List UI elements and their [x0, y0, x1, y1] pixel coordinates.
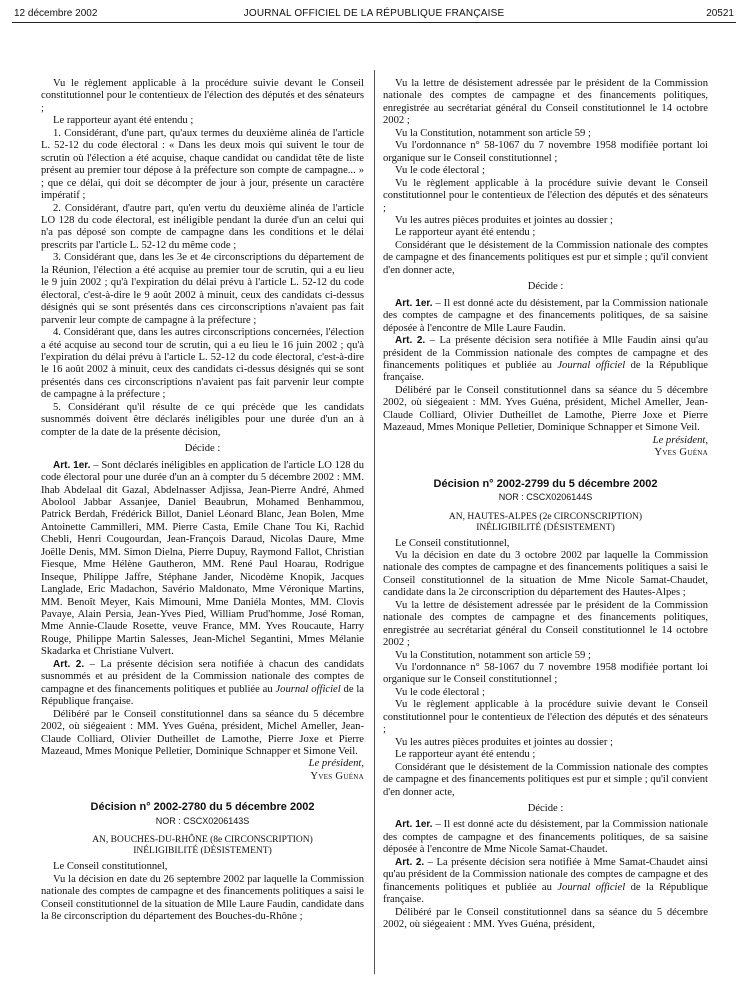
paragraph: Vu le règlement applicable à la procédure suivie devant le Conseil constitutionnel pour le contentieux de l'élection des députés et des sénateurs ; — [383, 699, 708, 736]
article-text: – La présente décision sera notifiée à Mme Samat-Chaudet ainsi qu'au président de la Commission nationale des comptes de campagne et des financements politiques et publiée au — [383, 856, 708, 893]
article-text-tail: de la République française. — [41, 683, 364, 708]
considerant-5: 5. Considérant qu'il résulte de ce qui précède que les candidats susnommés doivent être déclarés inéligibles pour une durée d'un an à compter de la date de la présente décision, — [41, 401, 364, 438]
deliberation: Délibéré par le Conseil constitutionnel dans sa séance du 5 décembre 2002, où siégeaient : MM. Yves Guéna, président, Michel Ameller, Jean-Claude Colliard, Olivier Dutheillet de Lamothe, Pierre Joxe et Pierre Mazeaud, Mmes Monique Pelletier, Dominique Schnapper et Simone Veil. — [41, 708, 364, 758]
article-label: Art. 1er. — [395, 297, 433, 309]
article-1 — [41, 460, 364, 659]
paragraph: Vu l'ordonnance n° 58-1067 du 7 novembre 1958 modifiée portant loi organique sur le Conseil constitutionnel ; — [383, 662, 708, 686]
paragraph: Le Conseil constitutionnel, — [395, 537, 510, 549]
paragraph: Vu l'ordonnance n° 58-1067 du 7 novembre 1958 modifiée portant loi organique sur le Conseil constitutionnel ; — [383, 140, 708, 164]
article-text-tail: de la République française. — [383, 359, 708, 384]
page-header — [14, 6, 734, 22]
article-text: – Il est donné acte du désistement, par la Commission nationale des comptes de campagne et des financements politiques, de sa saisine déposée à l'encontre de Mlle Laure Faudin. — [383, 297, 708, 334]
paragraph: Vu le règlement applicable à la procédure suivie devant le Conseil constitutionnel pour le contentieux de l'élection des députés et des sénateurs ; — [383, 177, 708, 214]
circonscription-heading: AN, HAUTES-ALPES (2e CIRCONSCRIPTION) — [448, 511, 643, 522]
paragraph: Vu les autres pièces produites et jointes au dossier ; — [395, 214, 613, 226]
paragraph: Vu la lettre de désistement adressée par le président de la Commission nationale des comptes de campagne et des financements politiques, enregistrée au secrétariat général du Conseil constitutionnel le 14 octobre 2002 ; — [383, 78, 708, 127]
article-2 — [41, 659, 364, 709]
considerant-4: 4. Considérant que, dans les autres circonscriptions concernées, l'élection a été acquise au second tour de scrutin, qui a eu lieu le 16 juin 2002 ; qu'à l'expiration du délai prévu à l'article L. 52-12 du code électoral, c'est-à-dire le 16 août 2002 à minuit, ceux des candidats ci-dessus désignés qui se sont présentés dans ces circonscriptions n'avaient pas fait parvenir leur compte de campagne à la préfecture ; — [41, 327, 364, 401]
decide-heading: Décide : — [527, 803, 564, 815]
paragraph: Vu le code électoral ; — [395, 165, 485, 177]
column-divider — [374, 70, 375, 974]
journal-officiel-ref: Journal officiel — [557, 881, 626, 893]
deliberation: Délibéré par le Conseil constitutionnel dans sa séance du 5 décembre 2002, où siégeaient : MM. Yves Guéna, président, Michel Ameller, Jean-Claude Colliard, Olivier Dutheillet de Lamothe, Pierre Joxe et Pierre Mazeaud, Mmes Monique Pelletier, Dominique Schnapper et Simone Veil. — [383, 384, 708, 434]
left-column — [41, 78, 364, 924]
article-text: – La présente décision sera notifiée à chacun des candidats susnommés et au président de la Commission nationale des comptes de campagne et des financements politiques et publiée au — [41, 658, 364, 695]
article-label: Art. 1er. — [395, 819, 433, 831]
nor-reference: NOR : CSCX0206144S — [498, 492, 593, 503]
paragraph: Vu la décision en date du 26 septembre 2002 par laquelle la Commission nationale des comptes de campagne et des financements politiques a saisi le Conseil constitutionnel de la situation de Mlle Laure Faudin, candidate dans la 8e circonscription du département des Bouches-du-Rhône ; — [41, 873, 364, 923]
considerant-3: 3. Considérant que, dans les 3e et 4e circonscriptions du département de la Réunion, l'élection a été acquise au premier tour de scrutin, qui a eu lieu le 9 juin 2002 ; qu'à l'expiration du délai prévu à l'article L. 52-12 du code électoral, c'est-à-dire le 9 août 2002 à minuit, ceux des candidats ci-dessus désignés qui se sont présentés dans ces circonscriptions n'avaient pas fait parvenir leur compte de campagne à la préfecture ; — [41, 252, 364, 326]
header-journal-title: JOURNAL OFFICIEL DE LA RÉPUBLIQUE FRANÇAISE — [243, 8, 505, 19]
signature-title: Le président, — [308, 758, 364, 770]
paragraph: Le rapporteur ayant été entendu ; — [395, 227, 536, 239]
paragraph: Considérant que le désistement de la Commission nationale des comptes de campagne et des financements politiques est pur et simple ; qu'il convient d'en donner acte, — [383, 761, 708, 798]
right-column — [383, 78, 708, 932]
article-2 — [383, 335, 708, 385]
paragraph: Vu la Constitution, notamment son article 59 ; — [395, 649, 591, 661]
decision-title: Décision n° 2002-2780 du 5 décembre 2002 — [90, 801, 315, 814]
paragraph: Vu la lettre de désistement adressée par le président de la Commission nationale des comptes de campagne et des financements politiques, enregistrée au secrétariat général du Conseil constitutionnel le 14 octobre 2002 ; — [383, 599, 708, 649]
decide-heading: Décide : — [527, 281, 564, 293]
article-text: – La présente décision sera notifiée à Mlle Faudin ainsi qu'au président de la Commission nationale des comptes de campagne et des financements politiques et publiée au — [383, 335, 709, 371]
considerant-1: 1. Considérant, d'une part, qu'aux termes du deuxième alinéa de l'article L. 52-12 du code électoral : « Dans les deux mois qui suivent le tour de scrutin où l'élection a été acquise, chaque candidat ou candidat tête de liste présent au premier tour dépose à la préfecture son compte de campagne... » ; que ce délai, qui doit se décompter de jour à jour, présente un caractère impératif ; — [41, 127, 364, 202]
article-text: – Il est donné acte du désistement, par la Commission nationale des comptes de campagne et des financements politiques, de sa saisine déposée à l'encontre de Mme Nicole Samat-Chaudet. — [383, 819, 708, 856]
article-text-tail: de la République française. — [383, 881, 708, 906]
paragraph: Le rapporteur ayant été entendu ; — [53, 115, 194, 127]
article-1 — [383, 298, 708, 335]
considerant-2: 2. Considérant, d'autre part, qu'en vertu du deuxième alinéa de l'article LO 128 du code électoral, est inéligible pendant la durée d'un an celui qui n'a pas déposé son compte de campagne dans les conditions et le délai prescrits par l'article L. 52-12 du même code ; — [41, 202, 364, 251]
paragraph: Vu le règlement applicable à la procédure suivie devant le Conseil constitutionnel pour le contentieux de l'élection des députés et des sénateurs ; — [41, 78, 364, 114]
article-text: – Sont déclarés inéligibles en application de l'article LO 128 du code électoral pour une durée d'un an à compter du 5 décembre 2002 : MM. Ihab Abdelaal dit Gazal, Abdelnasser Adjissa, Jean-Pierre André, Ahmed Abolool Jabbar Assanjee, Daniel Beaubrun, Mohamed Benhammou, Patrick Berdah, Frédérick Billot, Daniel Léonard Blanc, Jean Bolen, Mme Antoinette Cammilleri, MM. Pierre Casta, Emile Chane Tou Ki, Rachid Chebli, Henri Cougourdan, Jean-François Daraud, Nicolas Daure, Mme Joëlle Denis, MM. Simon Dielna, Pierre Dupuy, Raymond Fallot, Christian Fiesque, Mme Hélène Gautheron, MM. René Paul Hoarau, Rodrigue Inseque, Philippe Jaffre, Stéphane Jander, Nicodème Knopik, Jacques Langlade, Eric Madachon, Savério Maldonato, Mme Véronique Martins, MM. Benoît Meyer, Kais Mimouni, Mme Daniéla Montes, MM. Clovis Pavaye, Alain Persia, Jean-Yves Pied, William Prud'homme, José Roman, Mme Annie-Claude Rosette, veuve France, MM. Yves Roucaute, Harry Rouge, Philippe Martin Salesses, Jean-Michel Segantini, Mmes Mélanie Skadarka et Christiane Vulvert. — [41, 459, 364, 658]
paragraph: Vu le code électoral ; — [395, 686, 485, 698]
circonscription-heading: AN, BOUCHES-DU-RHÔNE (8e CIRCONSCRIPTION) — [92, 835, 313, 846]
header-page-number: 20521 — [706, 8, 734, 19]
nor-reference: NOR : CSCX0206143S — [155, 815, 250, 826]
article-label: Art. 2. — [53, 658, 85, 670]
paragraph: Vu la Constitution, notamment son article 59 ; — [395, 127, 591, 139]
paragraph: Vu les autres pièces produites et jointes au dossier ; — [395, 736, 613, 748]
header-rule — [12, 22, 736, 23]
signature-title: Le président, — [652, 434, 708, 446]
article-label: Art. 2. — [395, 856, 425, 868]
article-1 — [383, 819, 708, 856]
article-label: Art. 2. — [395, 335, 426, 347]
signature-name: Yves Guéna — [310, 770, 364, 782]
header-date: 12 décembre 2002 — [14, 8, 98, 19]
deliberation: Délibéré par le Conseil constitutionnel dans sa séance du 5 décembre 2002, où siégeaient : MM. Yves Guéna, président, — [383, 906, 708, 931]
article-label: Art. 1er. — [53, 459, 91, 471]
paragraph: Le rapporteur ayant été entendu ; — [395, 749, 536, 761]
signature-name: Yves Guéna — [654, 447, 708, 459]
decision-title: Décision n° 2002-2799 du 5 décembre 2002 — [433, 477, 658, 490]
ineligibilite-heading: INÉLIGIBILITÉ (DÉSISTEMENT) — [476, 522, 615, 533]
paragraph: Vu la décision en date du 3 octobre 2002 par laquelle la Commission nationale des comptes de campagne et des financements politiques a saisi le Conseil constitutionnel de la situation de Mme Nicole Samat-Chaudet, candidate dans la 2e circonscription du département des Hautes-Alpes ; — [383, 549, 708, 599]
decide-heading: Décide : — [184, 443, 221, 455]
journal-officiel-ref: Journal officiel — [275, 683, 341, 695]
paragraph: Le Conseil constitutionnel, — [53, 861, 168, 873]
ineligibilite-heading: INÉLIGIBILITÉ (DÉSISTEMENT) — [133, 846, 272, 857]
paragraph: Considérant que le désistement de la Commission nationale des comptes de campagne et des financements politiques est pur et simple ; qu'il convient d'en donner acte, — [383, 239, 708, 276]
journal-officiel-ref: Journal officiel — [557, 359, 626, 371]
article-2 — [383, 857, 708, 907]
